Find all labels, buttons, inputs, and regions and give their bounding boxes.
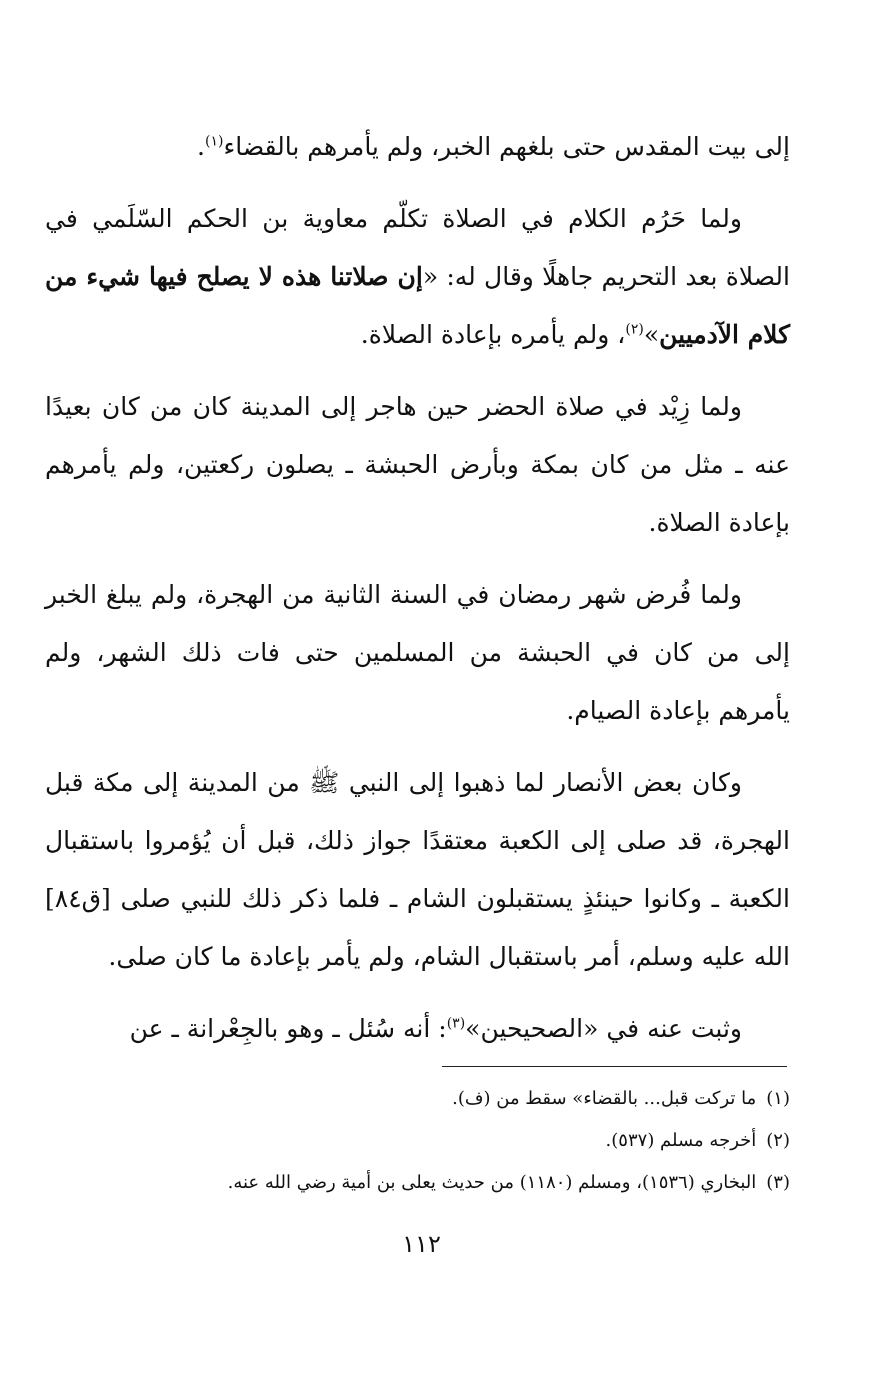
page-number: ١١٢: [402, 1230, 441, 1258]
paragraph-4: ولما فُرض شهر رمضان في السنة الثانية من الهجرة، ولم يبلغ الخبر إلى من كان في الحبشة من المسلمين حتى فات ذلك الشهر، ولم يأمرهم بإعادة الصيام.: [45, 580, 790, 725]
footnote-1: [45, 1078, 790, 1120]
paragraph-6-text: وثبت عنه في «الصحيحين»: [465, 1014, 742, 1043]
footnote-text: أخرجه مسلم (٥٣٧).: [605, 1130, 757, 1151]
paragraph-6: [45, 1000, 790, 1058]
footnote-number: (٣): [766, 1172, 790, 1193]
footnote-number: (٢): [766, 1130, 790, 1151]
main-text: [45, 118, 790, 1072]
footnote-3: [45, 1162, 790, 1204]
footnote-divider: [442, 1066, 787, 1067]
paragraph-2: [45, 190, 790, 364]
paragraph-2-text: ولما حَرُم الكلام في الصلاة تكلّم معاوية بن الحكم السّلَمي في الصلاة بعد التحريم جاهلًا وقال له: «: [45, 204, 790, 291]
footnote-2: [45, 1120, 790, 1162]
paragraph-3: ولما زِيْد في صلاة الحضر حين هاجر إلى المدينة كان من كان بعيدًا عنه ـ مثل من كان بمكة وبأرض الحبشة ـ يصلون ركعتين، ولم يأمرهم بإعادة الصلاة.: [45, 392, 790, 537]
footnote-text: ما تركت قبل... بالقضاء» سقط من (ف).: [452, 1088, 757, 1109]
quote-close: »: [643, 320, 660, 349]
footnote-ref-3[interactable]: (٣): [446, 1015, 466, 1032]
paragraph-1-tail: .: [197, 132, 205, 161]
paragraph-6-tail: : أنه سُئل ـ وهو بالجِعْرانة ـ عن: [129, 1014, 447, 1043]
footnote-ref-1[interactable]: (١): [205, 133, 224, 150]
footnotes: [45, 1078, 790, 1204]
footnote-ref-2[interactable]: (٢): [625, 321, 644, 338]
paragraph-5: وكان بعض الأنصار لما ذهبوا إلى النبي ﷺ من المدينة إلى مكة قبل الهجرة، قد صلى إلى الكعبة معتقدًا جواز ذلك، قبل أن يُؤمروا باستقبال الكعبة ـ وكانوا حينئذٍ يستقبلون الشام ـ فلما ذكر ذلك للنبي صلى [ق٨٤] الله عليه وسلم، أمر باستقبال الشام، ولم يأمر بإعادة ما كان صلى.: [45, 768, 790, 971]
footnote-number: (١): [766, 1088, 790, 1109]
paragraph-1-text: إلى بيت المقدس حتى بلغهم الخبر، ولم يأمرهم بالقضاء: [223, 132, 790, 161]
hadith-quote: إن صلاتنا هذه لا يصلح فيها شيء من كلام الآدميين: [45, 262, 790, 349]
paragraph-1: [45, 118, 790, 176]
paragraph-2-tail: ، ولم يأمره بإعادة الصلاة.: [360, 320, 626, 349]
footnote-text: البخاري (١٥٣٦)، ومسلم (١١٨٠) من حديث يعلى بن أمية رضي الله عنه.: [227, 1172, 757, 1193]
